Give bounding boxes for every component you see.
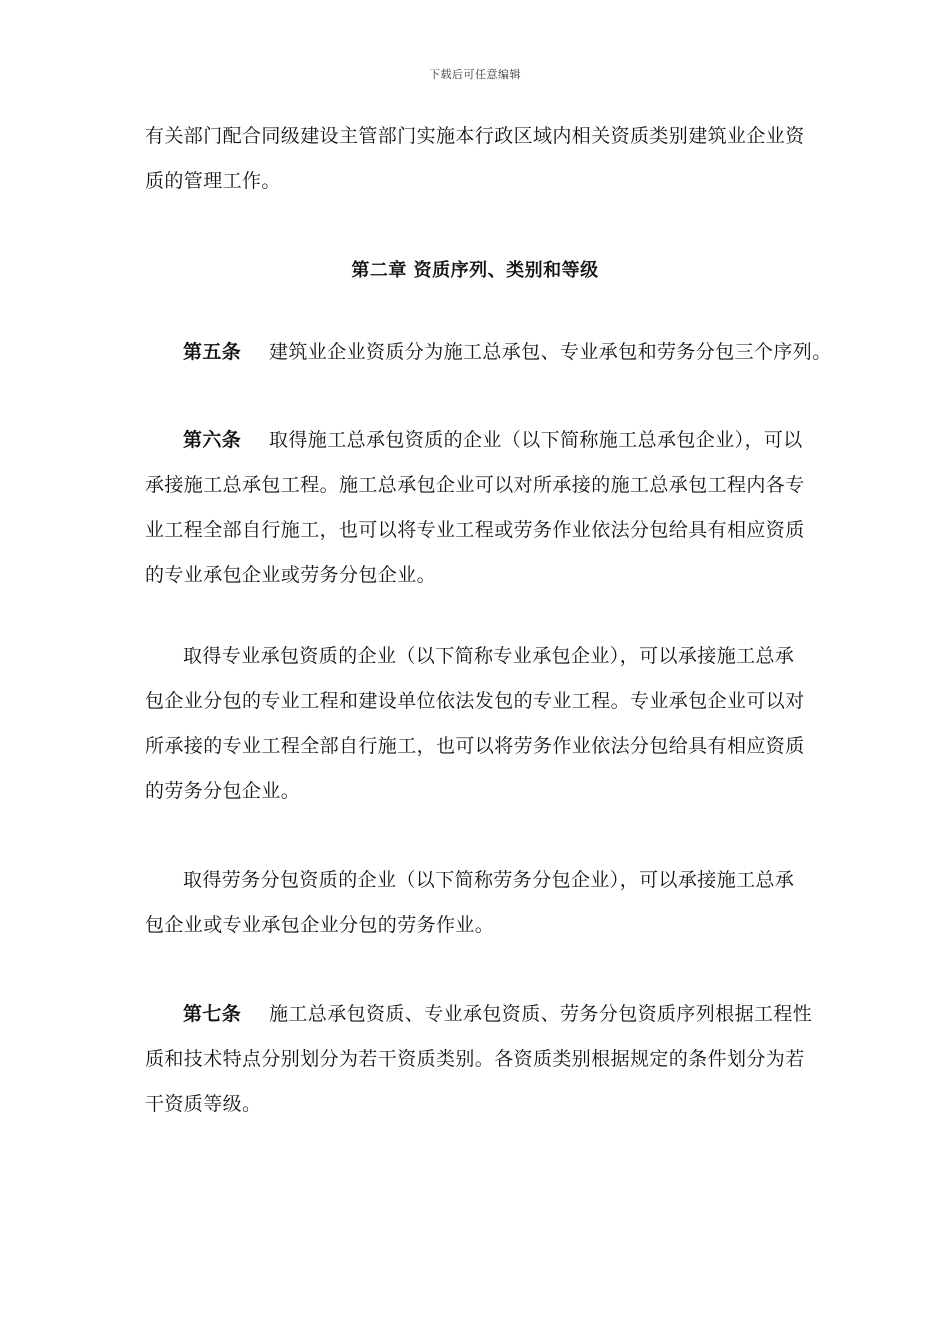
article-5-text: 建筑业企业资质分为施工总承包、专业承包和劳务分包三个序列。 (269, 341, 832, 363)
article-6-line-2: 承接施工总承包工程。施工总承包企业可以对所承接的施工总承包工程内各专 (145, 474, 805, 496)
article-6 (183, 428, 813, 452)
article-6-line-3: 业工程全部自行施工，也可以将专业工程或劳务作业依法分包给具有相应资质 (145, 519, 805, 541)
article-5-label: 第五条 (183, 341, 242, 363)
specialty-para-line-1: 取得专业承包资质的企业（以下简称专业承包企业），可以承接施工总承 (183, 645, 795, 667)
labor-para-line-2: 包企业或专业承包企业分包的劳务作业。 (145, 914, 495, 936)
specialty-para-line-3: 所承接的专业工程全部自行施工，也可以将劳务作业依法分包给具有相应资质 (145, 735, 805, 757)
chapter-title: 第二章 资质序列、类别和等级 (351, 260, 599, 281)
article-7-line-2: 质和技术特点分别划分为若干资质类别。各资质类别根据规定的条件划分为若 (145, 1048, 805, 1070)
article-7-label: 第七条 (183, 1003, 242, 1025)
article-6-line-4: 的专业承包企业或劳务分包企业。 (145, 564, 437, 586)
intro-line-2: 质的管理工作。 (145, 170, 281, 192)
article-6-text: 取得施工总承包资质的企业（以下简称施工总承包企业），可以 (269, 429, 803, 451)
article-7-line-3: 干资质等级。 (145, 1093, 262, 1115)
labor-para-line-1: 取得劳务分包资质的企业（以下简称劳务分包企业），可以承接施工总承 (183, 869, 795, 891)
article-6-label: 第六条 (183, 429, 242, 451)
article-7-text: 施工总承包资质、专业承包资质、劳务分包资质序列根据工程性 (269, 1003, 813, 1025)
intro-line-1: 有关部门配合同级建设主管部门实施本行政区域内相关资质类别建筑业企业资 (145, 125, 805, 147)
specialty-para-line-2: 包企业分包的专业工程和建设单位依法发包的专业工程。专业承包企业可以对 (145, 690, 805, 712)
article-7 (183, 1002, 813, 1026)
page-header: 下载后可任意编辑 (429, 68, 521, 81)
article-5 (183, 340, 832, 364)
specialty-para-line-4: 的劳务分包企业。 (145, 780, 301, 802)
